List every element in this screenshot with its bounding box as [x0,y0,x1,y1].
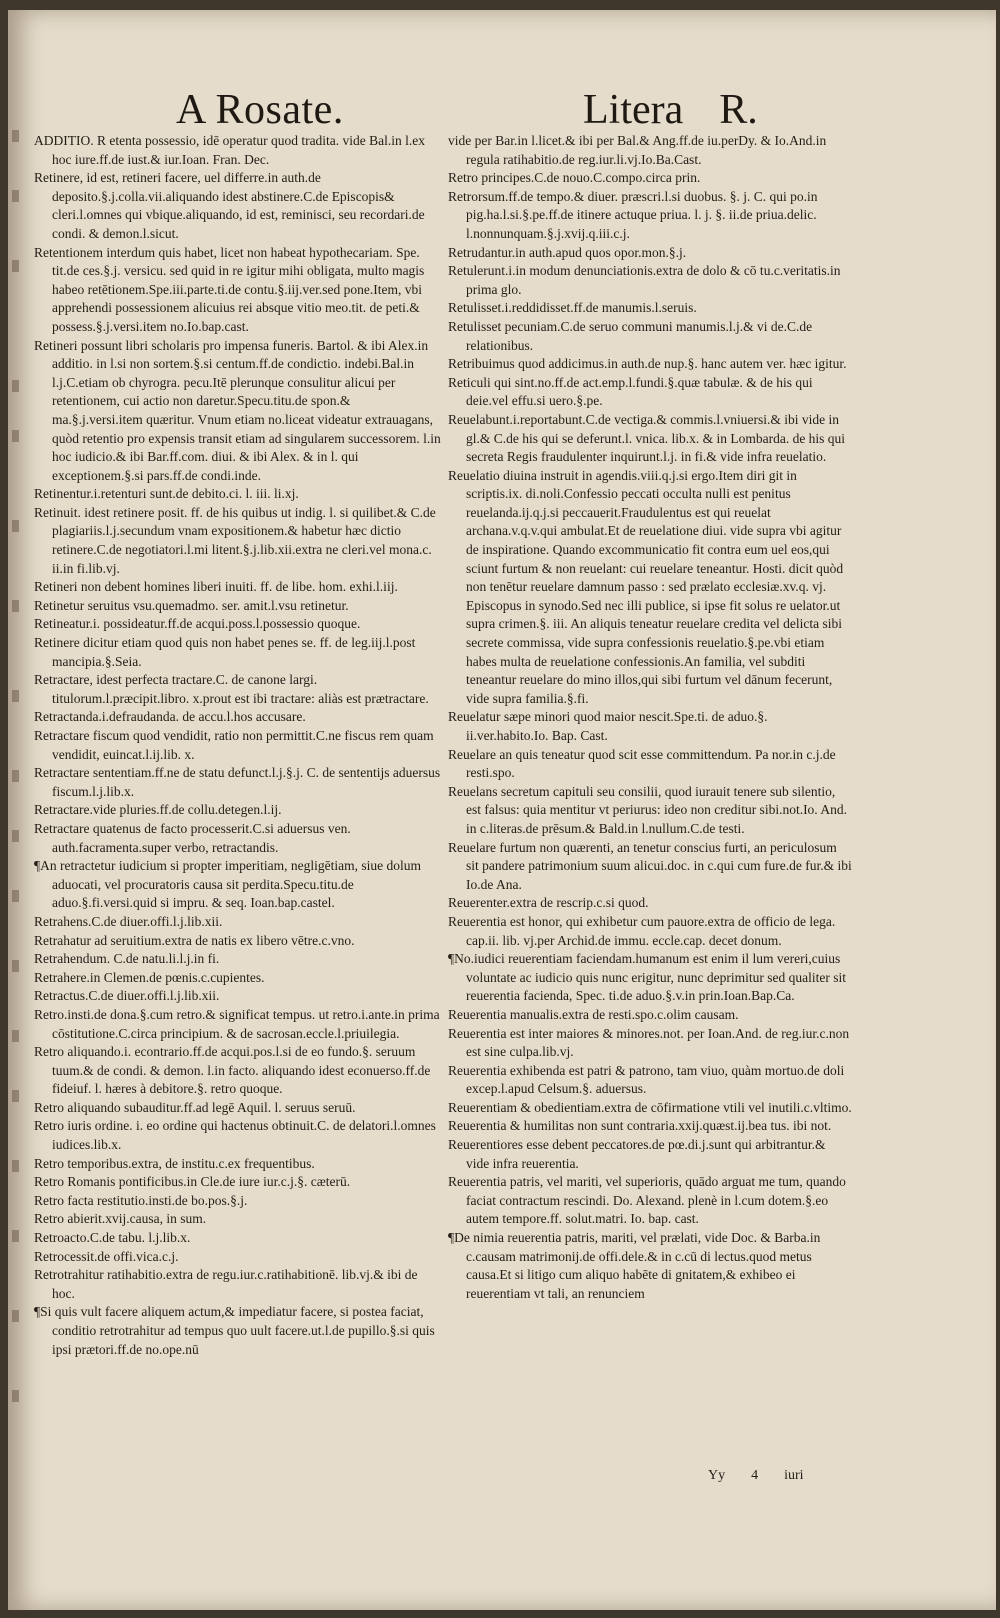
dictionary-entry: Retro abierit.xvij.causa, in sum. [34,1211,207,1227]
binding-mark [12,960,19,972]
dictionary-entry: Retulisset.i.reddidisset.ff.de manumis.l.seruis. [448,300,697,316]
binding-mark [12,890,19,902]
binding-mark [12,260,19,272]
dictionary-entry: Retrotrahitur ratihabitio.extra de regu.iur.c.ratihabitionē. lib.vj.& ibi de hoc. [34,1267,418,1301]
dictionary-entry: Retentionem interdum quis habet, licet non habeat hypothecariam. Spe. tit.de ces.§.j. versicu. sed quid in re igitur mihi obligata, multo magis habeo retētionem.Spe.iii.parte.ti.de contu.§.iij.ver.sed pone.Item, vbi apprehendi possessionem alicuius rei absque vitio meo.tit. de peti.& possess.§.j.versi.item no.Io.bap.cast. [34,244,425,334]
page-edge-binding [8,130,28,1490]
running-head-left: A Rosate. [176,87,344,133]
dictionary-entry: Retro aliquando subauditur.ff.ad legē Aquil. l. seruus seruū. [34,1099,356,1115]
dictionary-entry: Retrahatur ad seruitium.extra de natis ex libero vētre.c.vno. [34,932,355,948]
dictionary-entry: Reuerentiores esse debent peccatores.de pœ.di.j.sunt qui arbitrantur.& vide infra reuerentia. [448,1137,826,1171]
binding-mark [12,770,19,782]
dictionary-entry: Reuerenter.extra de rescrip.c.si quod. [448,895,649,911]
dictionary-entry: Retro Romanis pontificibus.in Cle.de iure iur.c.j.§. cæterū. [34,1174,351,1190]
dictionary-entry: ¶No.iudici reuerentiam faciendam.humanum est enim il lum vereri,cuius voluntate ac iudicio quis nunc erigitur, nunc deprimitur sed qualiter sit reuerentia facienda, Spec. ti.de aduo.§.v.in prin.Ioan.Bap.Ca. [448,951,846,1004]
dictionary-entry: Retractare fiscum quod vendidit, ratio non permittit.C.ne fiscus rem quam vendidit, euincat.l.ij.lib. x. [34,728,434,762]
dictionary-entry: Retrocessit.de offi.vica.c.j. [34,1248,179,1264]
binding-mark [12,1160,19,1172]
dictionary-entry: Reuelare an quis teneatur quod scit esse committendum. Pa nor.in c.j.de resti.spo. [448,746,836,781]
binding-mark [12,690,19,702]
dictionary-entry: Reuerentia est honor, qui exhibetur cum pauore.extra de officio de lega. cap.ii. lib. vj.per Archid.de immu. eccle.cap. decet donum. [448,913,836,948]
left-column [34,132,442,1359]
dictionary-entry: Retractanda.i.defraudanda. de accu.l.hos accusare. [34,709,306,725]
page-footer [708,1468,830,1484]
dictionary-entry: Reuerentia patris, vel mariti, vel superioris, quādo arguat me tum, quando faciat contractum rescindi. Do. Alexand. plenè in l.cum dotem.§.eo autem tempore.ff. solut.matri. Io. bap. cast. [448,1174,846,1227]
dictionary-entry: Retro temporibus.extra, de institu.c.ex frequentibus. [34,1155,315,1171]
dictionary-entry: Retrahere.in Clemen.de pœnis.c.cupientes. [34,969,265,985]
binding-mark [12,600,19,612]
dictionary-entry: Reuelabunt.i.reportabunt.C.de vectiga.& commis.l.vniuersi.& ibi vide in gl.& C.de his qui se deferunt.l. vnica. lib.x. & in Lombarda. de his qui secreta Regis fraudulenter inquirunt.l.j. in fi.& vide infra reuelatio. [448,411,846,465]
dictionary-entry: Reuerentiam & obedientiam.extra de cōfirmatione vtili vel inutili.c.vltimo. [448,1099,852,1115]
dictionary-entry: Retribuimus quod addicimus.in auth.de nup.§. hanc autem ver. hæc igitur. [448,356,847,372]
dictionary-entry: Reuerentia manualis.extra de resti.spo.c.olim causam. [448,1006,739,1022]
catchword: iuri [784,1468,804,1483]
dictionary-entry: Reuerentia est inter maiores & minores.not. per Ioan.And. de reg.iur.c.non est sine culpa.lib.vj. [448,1025,850,1060]
right-column [448,132,852,1303]
dictionary-entry: Retractare, idest perfecta tractare.C. de canone largi. titulorum.l.præcipit.libro. x.prout est ibi tractare: aliàs est prætractare. [34,672,429,706]
book-page [8,10,996,1610]
dictionary-entry: Retrudantur.in auth.apud quos opor.mon.§.j. [448,244,687,260]
dictionary-entry: Retulisset pecuniam.C.de seruo communi manumis.l.j.& vi de.C.de relationibus. [448,318,813,353]
dictionary-entry: Reuelare furtum non quærenti, an tenetur conscius furti, an periculosum sit pandere patrimonium suum alicui.doc. in c.qui cum fure.de fur.& ibi Io.de Ana. [448,839,852,892]
dictionary-entry: Retractare quatenus de facto processerit.C.si aduersus ven. auth.facramenta.super verbo, retractandis. [34,820,351,855]
dictionary-entry: Retinentur.i.retenturi sunt.de debito.ci. l. iii. li.xj. [34,486,299,502]
dictionary-entry: Reuelatur sæpe minori quod maior nescit.Spe.ti. de aduo.§. ii.ver.habito.Io. Bap. Cast. [448,709,768,743]
dictionary-entry: Reuerentia exhibenda est patri & patrono, tam viuo, quàm mortuo.de doli excep.l.apud Celsum.§. aduersus. [448,1062,845,1097]
dictionary-entry: Retro principes.C.de nouo.C.compo.circa prin. [448,170,701,186]
dictionary-entry: Reuelatio diuina instruit in agendis.viii.q.j.si ergo.Item diri git in scriptis.ix. di.noli.Confessio peccati occulta nulli est penitus reuelanda.ij.q.j.si peccauerit.Fraudulentus est qui reuelat archana.v.q.v.qui ambulat.Et de reuelatione diui. vide supra vbi agitur de inspiratione. Quando excommunicatio fit contra eum uel eos,qui sciunt furtum & non reuelant: cui reuelare teneantur. Hosti. dicit quòd non tenētur reuelare damnum passo : sed prælato ecclesiæ.xv.q. vj. Episcopus in synodo.Sed nec illi publice, si ipse fit solus re uelator.ut supra crimen.§. iii. An aliquis teneatur reuelare credita vel delicta sibi secrete commissa, vide supra confessionis reuelatio.§.pe.vbi etiam habes multa de reuelatione confessionis.An familia, vel subditi teneantur reuelare do mino illos,qui sibi furtum vel dānum fecerunt, vide supra familia.§.fi. [448,467,844,706]
dictionary-entry: ¶Si quis vult facere aliquem actum,& impediatur facere, si postea faciat, conditio retrotrahitur ad tempus quo uult facere.ut.l.de pupillo.§.si quis ipsi prætori.ff.de no.ope.nū [34,1304,435,1357]
dictionary-entry: Reuelans secretum capituli seu consilii, quod iurauit tenere sub silentio, est falsus: quia mentitur vt periurus: ideo non creditur sibi.not.Io. And. in c.literas.de prēsum.& Bald.in l.nullum.C.de testi. [448,783,847,836]
dictionary-entry: Retro aliquando.i. econtrario.ff.de acqui.pos.l.si de eo fundo.§. seruum tuum.& de condi. & demon. l.in facto. aliquando idest econuerso.ff.de fideiuf. l. hæres à debitore.§. retro quoque. [34,1044,431,1097]
binding-mark [12,1230,19,1242]
dictionary-entry: Retro.insti.de dona.§.cum retro.& significat tempus. ut retro.i.ante.in prima cōstitutione.C.circa principium. & de sacrosan.eccle.l.priuilegia. [34,1006,440,1041]
binding-mark [12,1030,19,1042]
binding-mark [12,1310,19,1322]
dictionary-entry: Retro facta restitutio.insti.de bo.pos.§.j. [34,1192,248,1208]
dictionary-entry: ¶An retractetur iudicium si propter imperitiam, negligētiam, siue dolum aduocati, vel procuratoris causa sit perdita.Specu.titu.de aduo.§.fi.versi.quid si impru. & seq. Ioan.bap.castel. [34,858,422,911]
binding-mark [12,430,19,442]
binding-mark [12,830,19,842]
binding-mark [12,130,19,142]
dictionary-entry: ADDITIO. R etenta possessio, idē operatur quod tradita. vide Bal.in l.ex hoc iure.ff.de iust.& iur.Ioan. Fran. Dec. [34,133,426,167]
dictionary-entry: Retineatur.i. possideatur.ff.de acqui.poss.l.possessio quoque. [34,616,361,632]
dictionary-entry: Retro iuris ordine. i. eo ordine qui hactenus obtinuit.C. de delatori.l.omnes iudices.lib.x. [34,1118,436,1153]
dictionary-entry: ¶De nimia reuerentia patris, mariti, vel prælati, vide Doc. & Barba.in c.causam matrimonij.de offi.dele.& in c.cū di lectus.quod metus causa.Et si litigo cum aliquo habēte di gnitatem,& exhibeo ei reuerentiam vt tali, an renunciem [448,1230,821,1301]
running-head-letter: R. [719,87,758,133]
dictionary-entry: Retinetur seruitus vsu.quemadmo. ser. amit.l.vsu retinetur. [34,597,349,613]
dictionary-entry: Retinere, id est, retineri facere, uel differre.in auth.de deposito.§.j.colla.vii.aliquando idest abstinere.C.de Episcopis& cleri.l.omnes qui vbique.aliquando, id est, reminisci, seu recordari.de condi. & demon.l.sicut. [34,170,425,241]
dictionary-entry: Retulerunt.i.in modum denunciationis.extra de dolo & cō tu.c.veritatis.in prima glo. [448,263,841,297]
dictionary-entry: Retrahens.C.de diuer.offi.l.j.lib.xii. [34,913,223,929]
dictionary-entry: vide per Bar.in l.licet.& ibi per Bal.& Ang.ff.de iu.perDy. & Io.And.in regula ratihabitio.de reg.iur.li.vj.Io.Ba.Cast. [448,133,827,167]
dictionary-entry: Retrahendum. C.de natu.li.l.j.in fi. [34,951,220,967]
dictionary-entry: Retroacto.C.de tabu. l.j.lib.x. [34,1230,191,1246]
binding-mark [12,1390,19,1402]
dictionary-entry: Reuerentia & humilitas non sunt contraria.xxij.quæst.ij.bea tus. ibi not. [448,1118,832,1134]
binding-mark [12,520,19,532]
dictionary-entry: Retractare.vide pluries.ff.de collu.detegen.l.ij. [34,802,282,818]
signature-mark: Yy [708,1468,726,1483]
binding-mark [12,1090,19,1102]
dictionary-entry: Retinuit. idest retinere posit. ff. de his quibus ut indig. l. si quilibet.& C.de plagiariis.l.j.secundum vnam expositionem.& habetur hæc dictio retinere.C.de negotiatori.l.mi litent.§.j.lib.xii.extra ne cleri.vel mona.c. ii.in fi.lib.vj. [34,504,436,576]
dictionary-entry: Retractare sententiam.ff.ne de statu defunct.l.j.§.j. C. de sententijs aduersus fiscum.l.j.lib.x. [34,765,441,799]
dictionary-entry: Retinere dicitur etiam quod quis non habet penes se. ff. de leg.iij.l.post mancipia.§.Seia. [34,635,416,669]
dictionary-entry: Reticuli qui sint.no.ff.de act.emp.l.fundi.§.quæ tabulæ. & de his qui deie.vel effu.si uero.§.pe. [448,374,813,409]
dictionary-entry: Retineri non debent homines liberi inuiti. ff. de libe. hom. exhi.l.iij. [34,579,398,595]
binding-mark [12,190,19,202]
running-head-word: Litera [583,87,684,133]
dictionary-entry: Retrorsum.ff.de tempo.& diuer. præscri.l.si duobus. §. j. C. qui po.in pig.ha.l.si.§.pe.ff.de itinere actuque priua. l. j. §. ii.de priua.delic. l.nonnunquam.§.j.xvij.q.iii.c.j. [448,188,818,241]
dictionary-entry: Retineri possunt libri scholaris pro impensa funeris. Bartol. & ibi Alex.in additio. in l.si non sortem.§.si centum.ff.de condictio. indebi.Bal.in l.j.C.etiam ob chyrogra. pecu.Itē plerunque consulitur alicui per retentionem, cui actio non daretur.Specu.titu.de spon.& ma.§.j.versi.item quæritur. Vnum etiam no.liceat videatur extrauagans, quòd retentio pro expensis transit etiam ad singularem successorem. l.in hoc iudicio.& ibi Bar.ff.com. diui. & ibi Alex. & in l. qui exceptionem.§.si pars.ff.de condi.inde. [34,337,441,483]
binding-mark [12,380,19,392]
running-head-right [583,86,758,134]
dictionary-entry: Retractus.C.de diuer.offi.l.j.lib.xii. [34,988,220,1004]
signature-number: 4 [751,1468,759,1483]
